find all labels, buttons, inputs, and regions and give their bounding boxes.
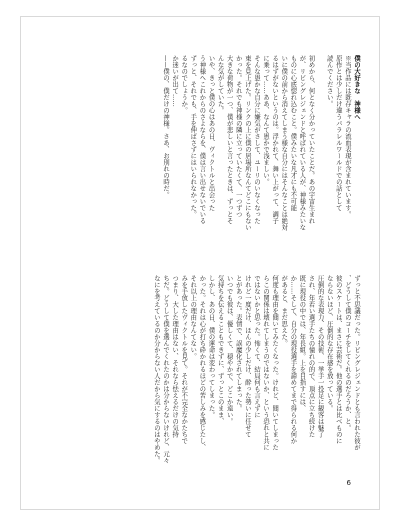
text-line: ずっと、それでも、手を伸ばさずにはいられなかった。 [189, 55, 197, 218]
text-line: 原作とは少しだけ違うパラレルワールドでの話として [334, 55, 342, 211]
text-line: か迷いが出て…… [171, 55, 179, 107]
text-line: か……そして、自分の現役選手を諦めてまで得られる何か [289, 275, 297, 444]
document-title: 僕の大好きな 神様へ [353, 55, 360, 120]
text-line: つまり、大した理由はない、それなら怯えるだけの気持 [171, 275, 179, 438]
text-line: ならないほど、圧倒的な存在感を放っている。 [325, 275, 333, 412]
text-line: ずっと不思議だった。リビングレジェンドとも言われた彼が [353, 275, 360, 451]
text-line: 読んでください。 [325, 55, 333, 107]
text-column-top [61, 55, 361, 260]
text-line: ものに心底惚れ込むこと。僕みたいな凡才にも不可能 [289, 55, 297, 211]
text-line: され、年若い選手たちの憧れの的で、頂点に立ち続けた [307, 275, 315, 438]
text-column-bottom [61, 275, 361, 471]
text-line: 初めから、何となく分かっていたことだ。あの宇宙生まれ [307, 55, 315, 224]
text-line: るなのでしょうか。 [180, 55, 188, 114]
text-line: とがあった。表情で、誤魔化されてしまった。 [234, 275, 242, 412]
text-line: 既に現役の中では、年長組。上を目指すには、 [298, 275, 306, 412]
text-line: るはずがないというのは。浮かれて、舞い上がって、調子 [271, 55, 279, 224]
text-line: しかし、あの日、僕の運命は変わってしまった。 [207, 275, 215, 418]
text-line: 東を見上げた。リンクの上に僕の居場所なんてどこにもない [243, 55, 251, 231]
text-line: それ以上の理由なんてない。 [189, 275, 197, 360]
text-line: に乗って……ああ、なんて愚かで浅ましい。 [262, 55, 270, 185]
text-line: かった。それは心が打ち砕かれるほどの苦しみを感じたし、 [198, 275, 206, 451]
text-line [316, 55, 325, 260]
text-line: 、どうして僕のコーチをしてくれるのだろうか、と。 [343, 275, 351, 431]
text-line: そんな愚かな自分に嫌気がさして、ユーリのいなくなった [252, 55, 260, 224]
text-line: う神様へこれからのさよならを、僕は言い出せないでいる [198, 55, 206, 224]
text-line: かった。それでも神様の隣に立っていたくて、一つずつ [234, 55, 242, 218]
text-line: 彼のスケートは、まさに芸術だ。他の選手とは比べものに [334, 275, 342, 444]
text-line: いに僕の前から消えてしまう様な自分にはそんなことは絶対 [280, 55, 288, 231]
text-line: らこの関係は壊れてしまうのではないか、という恐れと共に [262, 275, 270, 451]
document-page [20, 16, 380, 510]
text-line: があると、まだ思えた。 [280, 275, 288, 347]
text-line: みを手放したヴィクトルを見て。それが不完全なかたちで [180, 275, 188, 444]
text-line: いや、きっと僕の心はあの日、ヴィクトルと出会った [207, 55, 215, 211]
text-line: けれど一度だけ、ほんの少しだけ、酔った勢いに任せて [243, 275, 251, 438]
text-line: いつでも彼は、優しくて、穏やかで、どこか遠い。 [225, 275, 233, 425]
text-line: 気持ちを伝えることもできずに、ずっとこのまま、 [216, 275, 224, 425]
text-line: なにを考えているのか分からない人だから気にするのはやめた。 [152, 275, 160, 464]
text-line: ちだ。どうして僕を選んでくれたのかは分からないけれど、元々 [162, 275, 170, 464]
text-line: 大きな荷物が一つ、僕が悲しいと言ったときは、ずっとそ [225, 55, 233, 224]
text-line: んな気がしていた。 [216, 55, 224, 114]
text-line: ※当作品には既存キャラの流血表現が含まれています。 [343, 55, 351, 218]
text-line: ——僕の、僕だけの神様。さあ、お別れの時だ。 [162, 55, 170, 198]
page-number: 6 [346, 479, 351, 487]
text-line: ではないかと思った。怖くて、結局何も言えずに [252, 275, 260, 418]
text-line: が、リビングレジェンドと呼ばれている人が、神様みたいな [298, 55, 306, 231]
text-line: 圧倒的な表現力、その技術、一挙手一投足に観客は魅了 [316, 275, 324, 438]
text-line: 何度も理由を聞いてみたくなった。けれど、聞いてしまった [271, 275, 279, 451]
